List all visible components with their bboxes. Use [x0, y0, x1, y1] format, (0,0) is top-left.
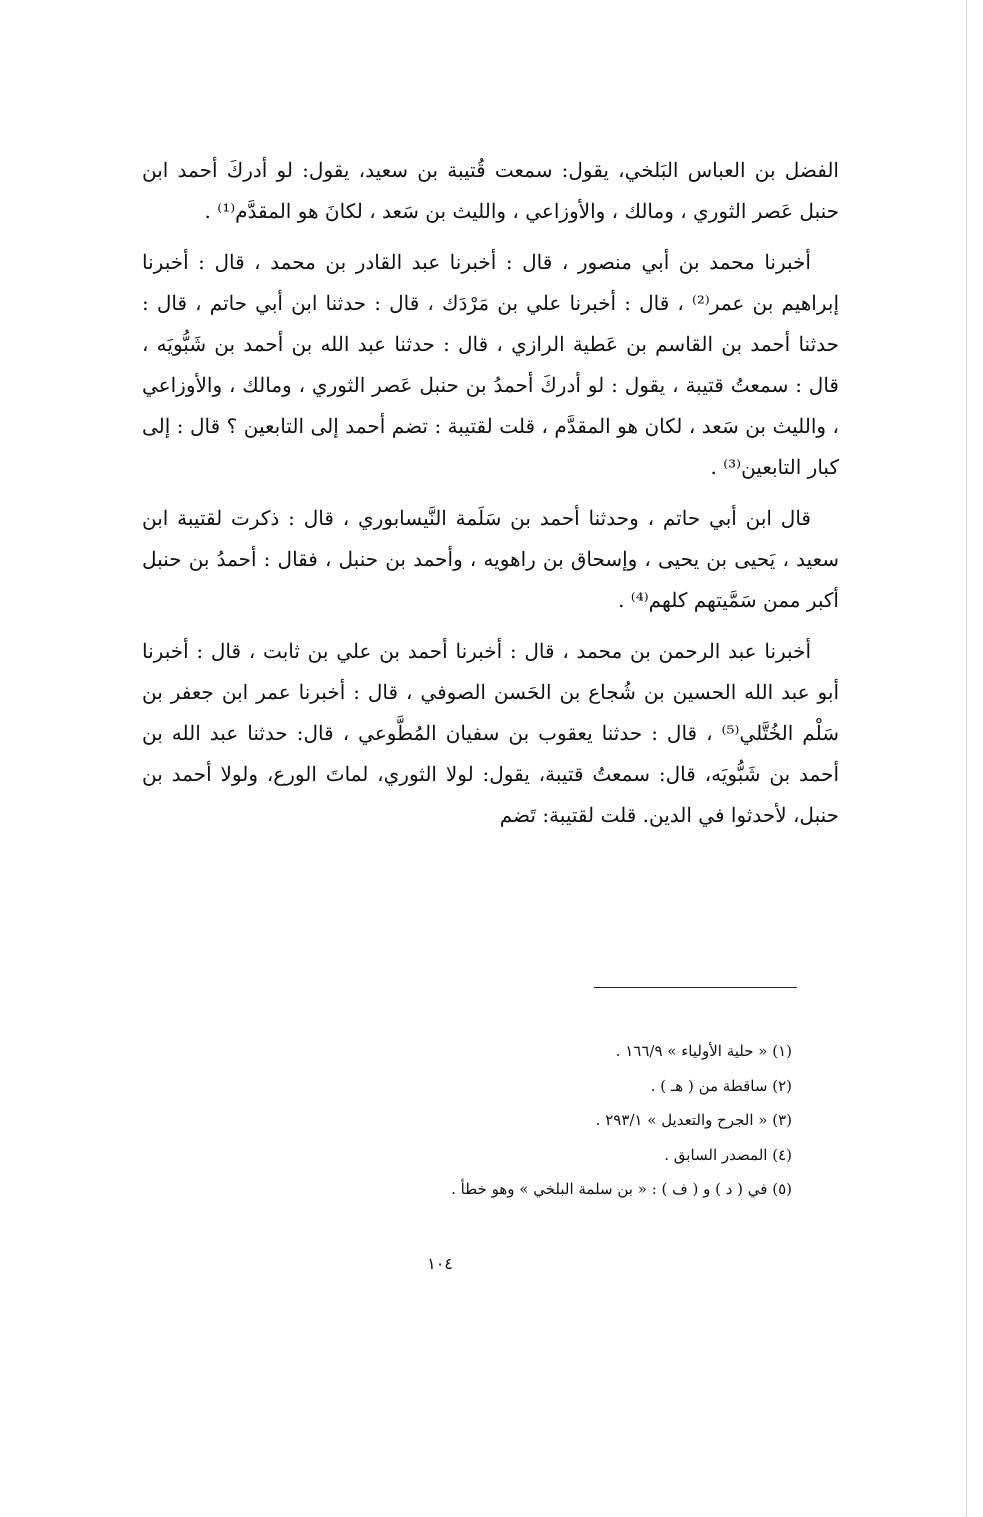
footnote-5: (٥) في ( د ) و ( ف ) : « بن سلمة البلخي » وهو خطأ .	[451, 1180, 792, 1198]
footnotes	[142, 1034, 792, 1207]
page-number: ١٠٤	[427, 1254, 453, 1273]
footnote-2: (٢) ساقطة من ( هـ ) .	[650, 1076, 792, 1095]
footnote-1: (١) « حلية الأولياء » ١٦٦/٩ .	[615, 1042, 792, 1060]
paragraph-1: الفضل بن العباس البَلخي، يقول: سمعت قُتيبة بن سعيد، يقول: لو أدركَ أحمد ابن حنبل عَصر الثوري ، ومالك ، والأوزاعي ، والليث بن سَعد ، لكانَ هو المقدَّم⁽¹⁾ .	[142, 158, 839, 223]
footnote-separator	[594, 987, 797, 988]
footnote-3: (٣) « الجرح والتعديل » ٢٩٣/١ .	[595, 1111, 792, 1129]
main-text	[142, 150, 839, 846]
paragraph-3: قال ابن أبي حاتم ، وحدثنا أحمد بن سَلَمة النَّيسابوري ، قال : ذكرت لقتيبة ابن سعيد ، يَحيى بن يحيى ، وإسحاق بن راهويه ، وأحمد بن حنبل ، فقال : أحمدُ بن حنبل أكبر ممن سَمَّيتهم كلهم⁽⁴⁾ .	[142, 506, 839, 612]
paragraph-4: أخبرنا عبد الرحمن بن محمد ، قال : أخبرنا أحمد بن علي بن ثابت ، قال : أخبرنا أبو عبد الله الحسين بن شُجاع بن الحَسن الصوفي ، قال : أخبرنا عمر ابن جعفر بن سَلْم الخُتَّلي⁽⁵⁾ ، قال : حدثنا يعقوب بن سفيان المُطَّوعي ، قال: حدثنا عبد الله بن أحمد بن شَبُّويَه، قال: سمعتُ قتيبة، يقول: لولا الثوري، لماتَ الورع، ولولا أحمد بن حنبل، لأحدثوا في الدين. قلت لقتيبة: تَضم	[142, 639, 839, 827]
paragraph-2: أخبرنا محمد بن أبي منصور ، قال : أخبرنا عبد القادر بن محمد ، قال : أخبرنا إبراهيم بن عمر⁽²⁾ ، قال : أخبرنا علي بن مَرْدَك ، قال : حدثنا ابن أبي حاتم ، قال : حدثنا أحمد بن القاسم بن عَطية الرازي ، قال : حدثنا عبد الله بن أحمد بن شَبُّويَه ، قال : سمعتُ قتيبة ، يقول : لو أدركَ أحمدُ بن حنبل عَصر الثوري ، ومالك ، والأوزاعي ، والليث بن سَعد ، لكان هو المقدَّم ، قلت لقتيبة : تضم أحمد إلى التابعين ؟ قال : إلى كبار التابعين⁽³⁾ .	[142, 250, 839, 479]
footnote-4: (٤) المصدر السابق .	[664, 1145, 792, 1164]
scan-edge-line	[965, 0, 967, 1517]
